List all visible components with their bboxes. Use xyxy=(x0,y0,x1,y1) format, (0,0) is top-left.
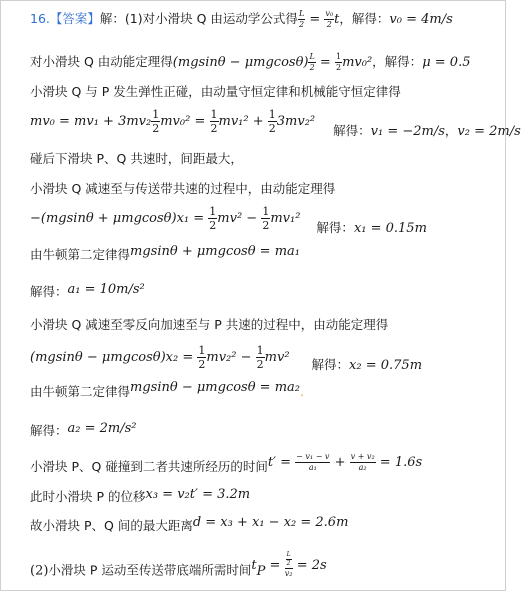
solve-label: 解得： xyxy=(311,357,350,372)
solve-label: 解得： xyxy=(30,284,68,299)
formula: (mgsinθ − μmgcosθ)x₂ = xyxy=(30,350,198,365)
line-5 xyxy=(30,151,243,167)
fraction: $\frac{L}{2}$ xyxy=(309,52,315,72)
fraction: $\frac{1}{2}$ xyxy=(198,344,206,371)
separator: ， xyxy=(444,123,458,138)
line-12 xyxy=(30,380,304,401)
line-14 xyxy=(30,452,423,477)
formula: mgsinθ + μmgcosθ = ma₁ xyxy=(130,244,300,259)
formula: x₃ = v₂t′ = 3.2m xyxy=(145,487,251,502)
fraction-numerator xyxy=(285,552,293,569)
fraction: $\frac{1}{2}$ xyxy=(210,108,218,135)
line-16 xyxy=(30,515,349,535)
text: 对小滑块 Q 由运动学公式得 xyxy=(142,11,298,26)
result: v₂ = 2m/s xyxy=(457,124,521,139)
formula: mv₀ = mv₁ + 3mv₂ xyxy=(30,114,152,129)
line-17 xyxy=(30,551,327,584)
line-3 xyxy=(30,84,401,100)
result: v₁ = −2m/s xyxy=(370,124,445,139)
text: 小滑块 P 运动至传送带底端所需时间 xyxy=(48,562,252,578)
solve-group xyxy=(312,357,423,374)
solve-label: 解得： xyxy=(316,220,354,235)
text: 故小滑块 P、Q 间的最大距离 xyxy=(30,518,193,533)
formula: mv₀² xyxy=(342,55,373,70)
text: 由牛顿第二定律得 xyxy=(30,247,131,262)
result: x₂ = 0.75m xyxy=(349,358,423,373)
solve-label: 解： xyxy=(99,11,125,26)
formula: mgsinθ − μmgcosθ = ma₂ xyxy=(130,380,300,395)
line-10 xyxy=(30,317,388,333)
fraction: $\frac{\text{v + v₂}}{\text{a₂}}$ xyxy=(350,452,375,472)
text: 对小滑块 Q 由动能定理得 xyxy=(30,54,173,69)
formula: mv² − xyxy=(217,211,262,226)
result: = 2s xyxy=(292,557,327,573)
equals: = xyxy=(305,12,325,27)
solve-group xyxy=(333,123,521,140)
fraction: $\frac{L}{2}$ xyxy=(286,551,291,567)
solve-label: ，解得： xyxy=(339,11,390,26)
line-4 xyxy=(30,109,521,140)
line-8 xyxy=(30,244,300,264)
formula: d = x₃ + x₁ − x₂ = 2.6m xyxy=(192,515,349,530)
formula: 3mv₂² xyxy=(276,114,316,129)
formula: mv² xyxy=(264,350,290,365)
result: = 1.6s xyxy=(375,455,423,470)
answer-tag: 【答案】 xyxy=(49,11,100,26)
line-1 xyxy=(30,10,453,29)
line-11 xyxy=(30,345,422,374)
formula: −(mgsinθ + μmgcosθ)x₁ = xyxy=(30,211,209,226)
line-15 xyxy=(30,489,250,506)
fraction: $\frac{1}{2}$ xyxy=(262,205,270,232)
text: 小滑块 Q 减速至零反向加速至与 P 共速的过程中，由动能定理得 xyxy=(30,317,389,332)
text: 碰后下滑块 P、Q 共速时，间距最大， xyxy=(30,151,243,166)
fraction: $\frac{1}{2}$ xyxy=(268,108,276,135)
text: 由牛顿第二定律得 xyxy=(30,384,131,399)
solve-group xyxy=(316,220,427,237)
formula: t xyxy=(251,557,257,573)
formula: t xyxy=(334,12,340,27)
line-6 xyxy=(30,181,335,197)
fraction: $\frac{1}{2}$ xyxy=(152,108,160,135)
result: x₁ = 0.15m xyxy=(353,221,427,236)
formula: mv₁² + xyxy=(218,114,268,129)
fraction: $\frac{1}{2}$ xyxy=(209,205,217,232)
solve-label: 解得： xyxy=(30,423,68,438)
solve-label: 解得： xyxy=(333,123,371,138)
part-label: (2) xyxy=(30,563,49,579)
formula: (mgsinθ − μmgcosθ) xyxy=(172,55,309,70)
line-2 xyxy=(30,53,470,72)
question-number: 16. xyxy=(30,11,50,26)
line-9 xyxy=(30,284,145,301)
part-label: (1) xyxy=(124,11,143,26)
formula: mv₁² xyxy=(270,211,301,226)
result: μ = 0.5 xyxy=(422,55,471,70)
result: a₁ = 10m/s² xyxy=(67,282,145,297)
text: 小滑块 Q 减速至与传送带共速的过程中，由动能定理得 xyxy=(30,181,336,196)
fraction: $\frac{1}{2}$ xyxy=(256,344,264,371)
text: 此时小滑块 P 的位移 xyxy=(30,489,146,504)
formula: t′ = xyxy=(267,455,296,470)
formula: mv₂² − xyxy=(206,350,256,365)
equals: = xyxy=(315,55,335,70)
fraction: $\frac{\text{v₀}}{2}$ xyxy=(325,9,334,29)
fraction: $\frac{\frac{L}{2}}{\text{v₂}}$ xyxy=(284,551,293,578)
fraction: $\frac{\text{− v₁ − v}}{\text{a₁}}$ xyxy=(296,452,330,472)
result: a₂ = 2m/s² xyxy=(67,421,137,436)
result: v₀ = 4m/s xyxy=(389,12,453,27)
formula: mv₀² = xyxy=(160,114,210,129)
formula: + xyxy=(330,455,350,470)
text: 小滑块 Q 与 P 发生弹性正碰，由动量守恒定律和机械能守恒定律得 xyxy=(30,84,401,99)
solve-label: ，解得： xyxy=(372,54,423,69)
line-7 xyxy=(30,206,427,237)
subscript: P xyxy=(256,564,266,579)
fraction: $\frac{1}{2}$ xyxy=(335,52,342,72)
fraction: $\frac{L}{2}$ xyxy=(298,9,305,29)
decorative-dot: . xyxy=(300,384,304,399)
equals: = xyxy=(265,557,285,573)
text: 小滑块 P、Q 碰撞到二者共速所经历的时间 xyxy=(30,459,268,474)
line-13 xyxy=(30,423,137,440)
